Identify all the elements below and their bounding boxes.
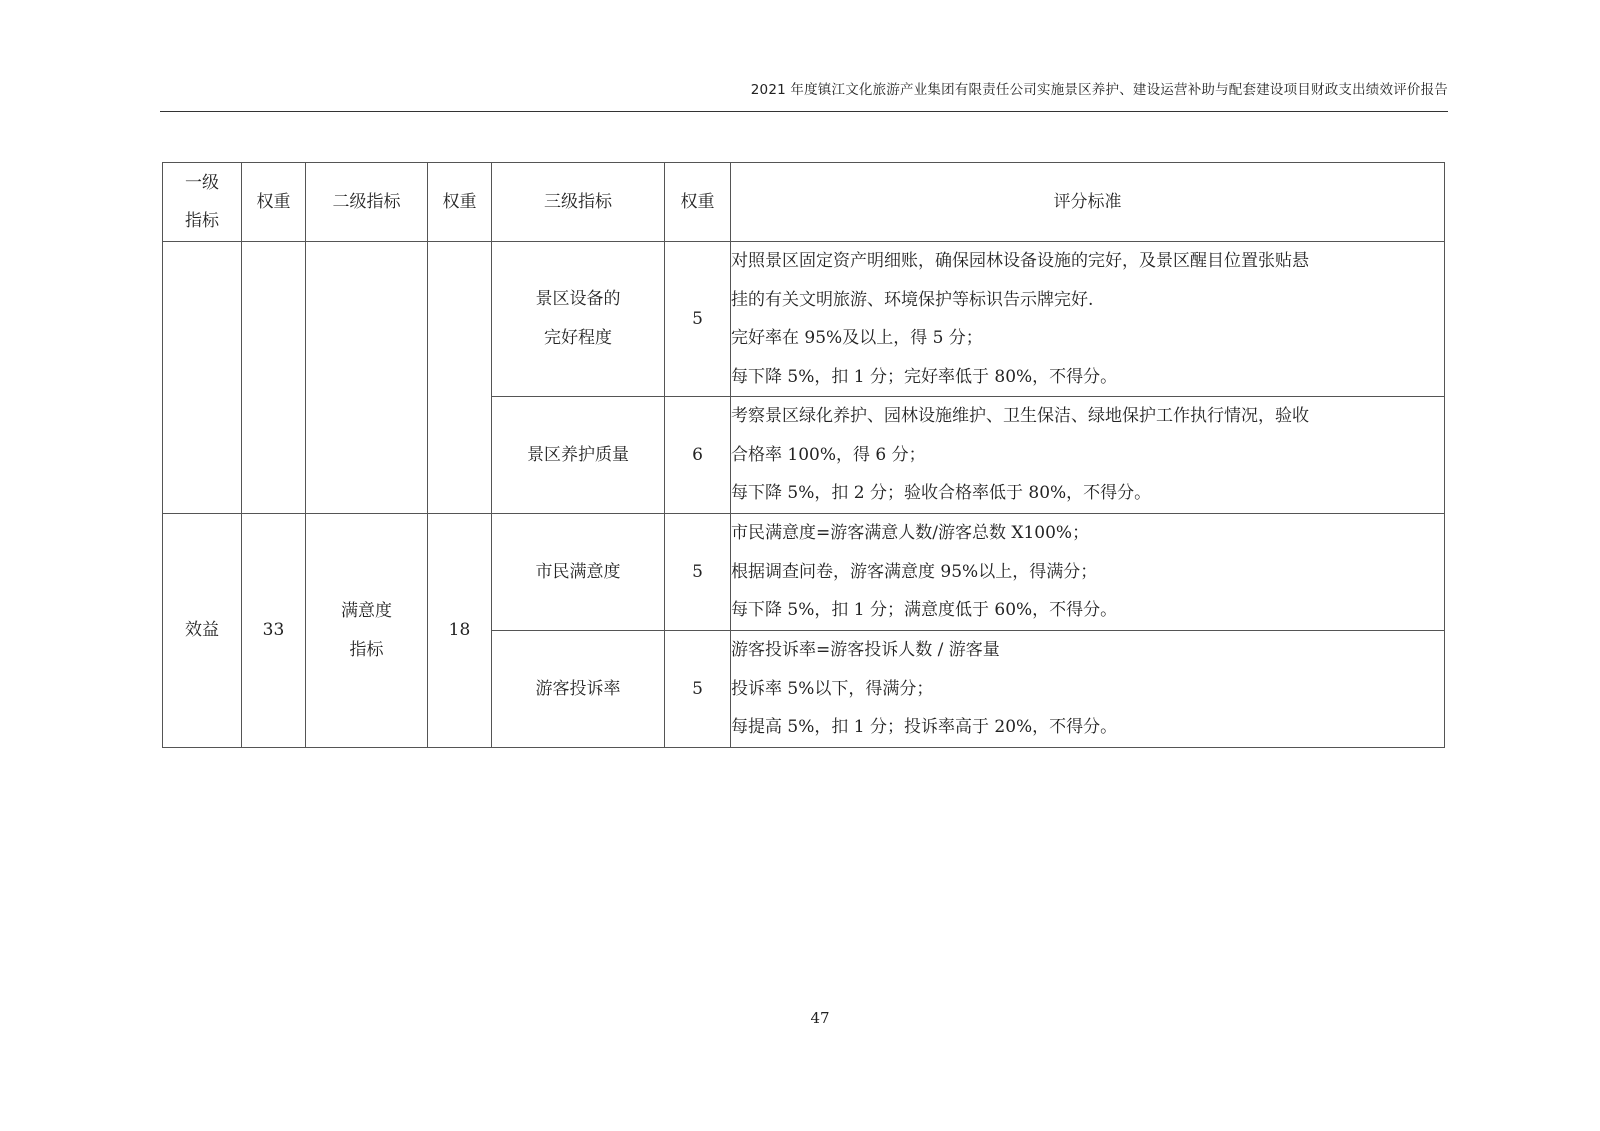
weight3-cell: 5 [665,514,731,631]
level2-line1: 满意度 [341,600,392,621]
level3-cell: 游客投诉率 [492,631,665,748]
criteria-line: 完好率在 95%及以上，得 5 分； [731,328,983,348]
col-level1-header-line1: 一级 [185,173,219,193]
level3-line2: 完好程度 [544,328,612,348]
weight2-cell: 18 [428,514,492,748]
col-criteria-header: 评分标准 [731,163,1445,242]
level3-cell: 景区养护质量 [492,397,665,514]
table-header-row [163,163,1445,242]
weight1-cell-empty [242,242,306,514]
col-level3-header: 三级指标 [492,163,665,242]
col-level2-header: 二级指标 [306,163,428,242]
criteria-line: 每下降 5%，扣 2 分；验收合格率低于 80%，不得分。 [731,483,1152,504]
criteria-line: 考察景区绿化养护、园林设施维护、卫生保洁、绿地保护工作执行情况，验收 [731,406,1309,427]
criteria-line: 挂的有关文明旅游、环境保护等标识告示牌完好. [731,289,1094,310]
criteria-cell [731,631,1445,748]
level3-cell [492,242,665,397]
evaluation-table [162,162,1445,748]
weight3-cell: 5 [665,242,731,397]
col-level1-header-line2: 指标 [185,211,219,231]
col-weight3-header: 权重 [665,163,731,242]
col-weight1-header: 权重 [242,163,306,242]
level3-cell: 市民满意度 [492,514,665,631]
criteria-line: 每下降 5%，扣 1 分；满意度低于 60%，不得分。 [731,600,1118,621]
page-header: 2021 年度镇江文化旅游产业集团有限责任公司实施景区养护、建设运营补助与配套建设项目财政支出绩效评价报告 [750,82,1448,98]
weight3-cell: 6 [665,397,731,514]
weight1-cell: 33 [242,514,306,748]
level3-line1: 景区设备的 [535,289,621,309]
col-level1-header [163,163,242,242]
col-weight2-header: 权重 [428,163,492,242]
table-row [163,514,1445,631]
table-row [163,242,1445,397]
criteria-line: 游客投诉率=游客投诉人数 / 游客量 [731,640,1000,661]
level1-cell-empty [163,242,242,514]
criteria-line: 对照景区固定资产明细账，确保园林设备设施的完好，及景区醒目位置张贴悬 [731,251,1309,271]
criteria-line: 根据调查问卷，游客满意度 95%以上，得满分； [731,561,1098,582]
criteria-cell [731,242,1445,397]
criteria-line: 投诉率 5%以下，得满分； [731,678,934,699]
criteria-line: 每下降 5%，扣 1 分；完好率低于 80%，不得分。 [731,366,1118,387]
header-rule [160,111,1448,112]
page-number: 47 [810,1009,830,1027]
level2-cell-empty [306,242,428,514]
criteria-cell [731,514,1445,631]
criteria-line: 合格率 100%，得 6 分； [731,444,926,465]
criteria-line: 每提高 5%，扣 1 分；投诉率高于 20%，不得分。 [731,717,1118,738]
weight3-cell: 5 [665,631,731,748]
weight2-cell-empty [428,242,492,514]
level2-line2: 指标 [349,639,384,660]
criteria-line: 市民满意度=游客满意人数/游客总数 X100%； [731,523,1090,544]
level2-cell [306,514,428,748]
level1-cell: 效益 [163,514,242,748]
criteria-cell [731,397,1445,514]
